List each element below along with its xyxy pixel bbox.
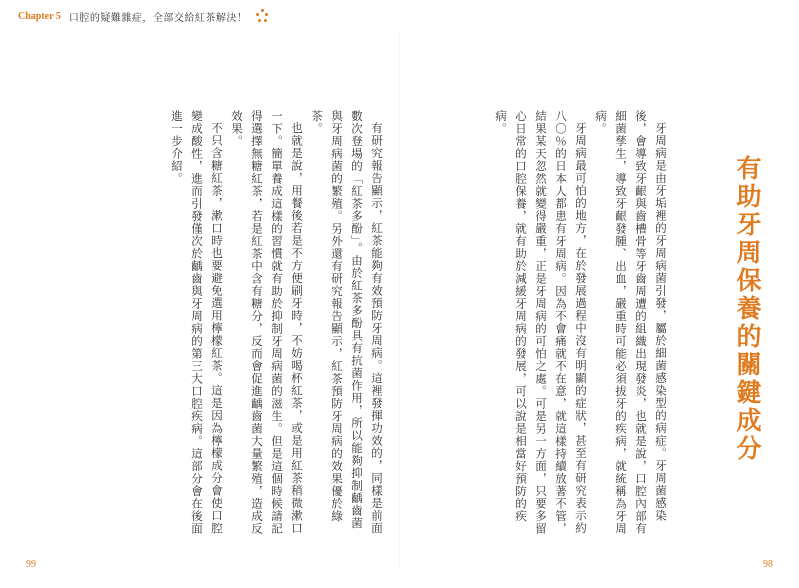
page-number-left: 99 (26, 559, 36, 570)
page-number-right: 98 (763, 559, 773, 570)
left-page-body (67, 110, 387, 540)
running-header (18, 8, 269, 24)
chapter-title: 口腔的疑難雜症，全部交給紅茶解決！ (68, 12, 248, 24)
paragraph: 也就是說，用餐後若是不方便刷牙時，不妨喝杯紅茶，或是用紅茶稍微漱口一下。簡單養成這樣的習慣就有助於抑制牙周病菌的滋生。但是這個時候請記得選擇無糖紅茶，若是紅茶中含有糖分，反而會促進齲齒菌大量繁殖，造成反效果。 (230, 110, 304, 535)
paragraph: 牙周病最可怕的地方，在於發展過程中沒有明顯的症狀，甚至有研究表示約八〇％的日本人都患有牙周病。因為不會痛就不在意，就這樣持續放著不管，結果某天忽然就變得嚴重，正是牙周病的可怕之處。可是另一方面，只要多留心日常的口腔保養，就有助於減緩牙周病的發展，可以說是相當好預防的疾病。 (494, 110, 588, 535)
paragraph: 不只含糖紅茶，漱口時也要避免選用檸檬紅茶。這是因為檸檬成分會使口腔變成酸性，進而引發僅次於齲齒與牙周病的第三大口腔疾病。這部分會在後面進一步介紹。 (170, 110, 224, 535)
page-gutter (399, 30, 400, 570)
decorative-dots-icon (255, 9, 269, 23)
paragraph: 有研究報告顯示，紅茶能夠有效預防牙周病。這裡發揮功效的，同樣是前面數次登場的「紅茶多酚」。由於紅茶多酚具有抗菌作用，所以能夠抑制齲齒菌與牙周病菌的繁殖。另外還有研究報告顯示，紅茶預防牙周病的效果優於綠茶。 (310, 110, 384, 534)
paragraph: 牙周病是由牙垢裡的牙周病菌引發，屬於細菌感染型的病症。牙周菌感染後，會導致牙齦與齒槽骨等牙齒周遭的組織出現發炎，也就是說，口腔內部有細菌孳生，導致牙齦發腫、出血，嚴重時可能必須拔牙的疾病，就統稱為牙周病。 (594, 110, 668, 535)
right-page-body (409, 110, 671, 540)
chapter-label: Chapter 5 (18, 10, 61, 22)
section-heading: 有助牙周保養的關鍵成分 (733, 155, 762, 463)
